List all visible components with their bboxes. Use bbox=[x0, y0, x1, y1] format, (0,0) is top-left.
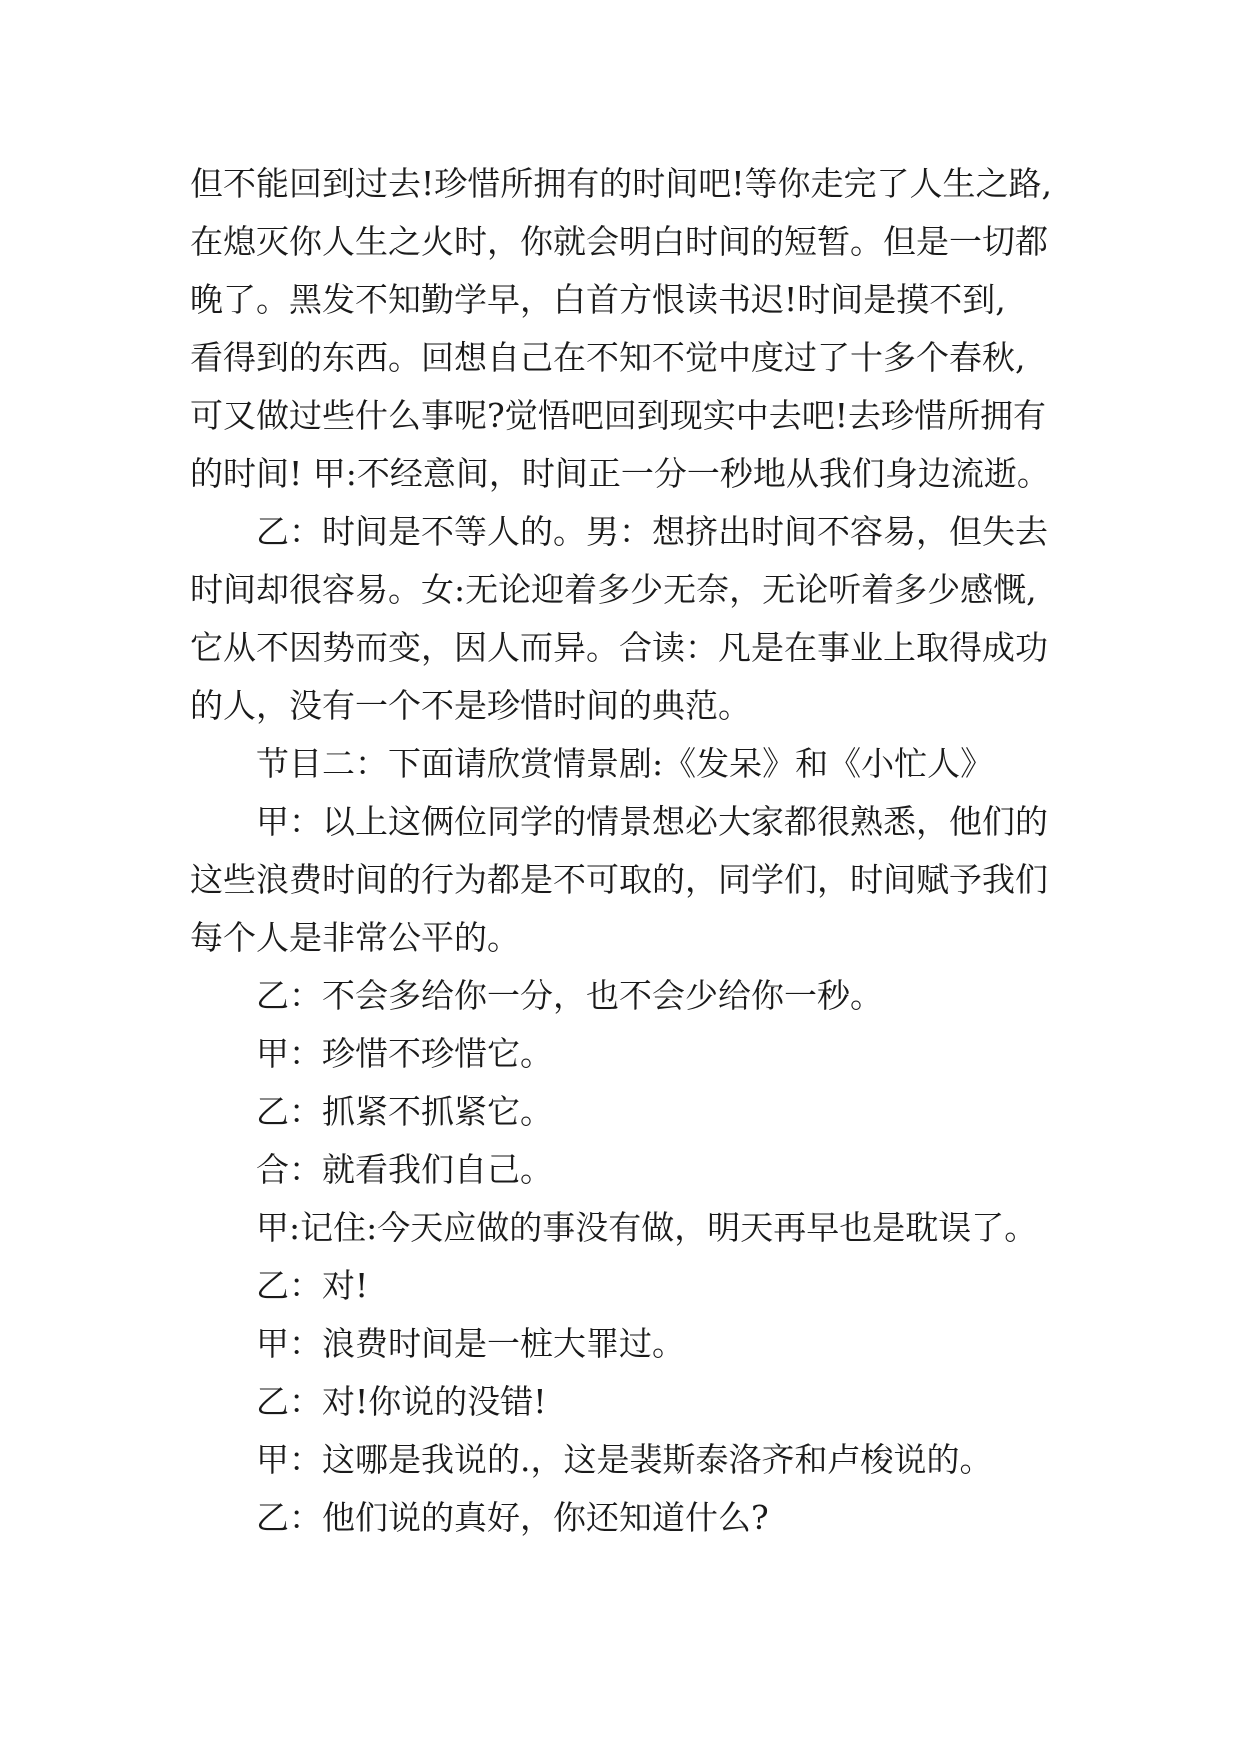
text-line: 合：就看我们自己。 bbox=[256, 1150, 553, 1189]
text-line: 的时间! 甲:不经意间，时间正一分一秒地从我们身边流逝。 bbox=[190, 454, 1050, 493]
text-line: 的人，没有一个不是珍惜时间的典范。 bbox=[190, 686, 751, 725]
text-line: 甲：浪费时间是一桩大罪过。 bbox=[256, 1324, 685, 1363]
text-line: 晚了。黑发不知勤学早，白首方恨读书迟!时间是摸不到, bbox=[190, 280, 1006, 319]
text-line: 可又做过些什么事呢?觉悟吧回到现实中去吧!去珍惜所拥有 bbox=[190, 396, 1046, 435]
text-line: 时间却很容易。女:无论迎着多少无奈，无论听着多少感慨, bbox=[190, 570, 1037, 609]
text-line: 每个人是非常公平的。 bbox=[190, 918, 520, 957]
text-line: 乙：对!你说的没错! bbox=[256, 1382, 547, 1421]
text-line: 但不能回到过去!珍惜所拥有的时间吧!等你走完了人生之路, bbox=[190, 164, 1053, 203]
text-line: 节目二：下面请欣赏情景剧:《发呆》和《小忙人》 bbox=[256, 744, 994, 783]
text-line: 乙：对! bbox=[256, 1266, 369, 1305]
text-line: 甲：这哪是我说的.，这是裴斯泰洛齐和卢梭说的。 bbox=[256, 1440, 993, 1479]
text-line: 甲:记住:今天应做的事没有做，明天再早也是耽误了。 bbox=[256, 1208, 1038, 1247]
text-line: 看得到的东西。回想自己在不知不觉中度过了十多个春秋, bbox=[190, 338, 1026, 377]
text-line: 在熄灭你人生之火时，你就会明白时间的短暂。但是一切都 bbox=[190, 222, 1048, 261]
text-line: 这些浪费时间的行为都是不可取的，同学们，时间赋予我们 bbox=[190, 860, 1048, 899]
text-line: 乙：他们说的真好，你还知道什么? bbox=[256, 1498, 769, 1537]
text-line: 甲：以上这俩位同学的情景想必大家都很熟悉，他们的 bbox=[256, 802, 1048, 841]
text-line: 甲：珍惜不珍惜它。 bbox=[256, 1034, 553, 1073]
text-line: 乙：不会多给你一分，也不会少给你一秒。 bbox=[256, 976, 883, 1015]
text-line: 它从不因势而变，因人而异。合读：凡是在事业上取得成功 bbox=[190, 628, 1048, 667]
text-line: 乙：抓紧不抓紧它。 bbox=[256, 1092, 553, 1131]
text-line: 乙：时间是不等人的。男：想挤出时间不容易，但失去 bbox=[256, 512, 1048, 551]
